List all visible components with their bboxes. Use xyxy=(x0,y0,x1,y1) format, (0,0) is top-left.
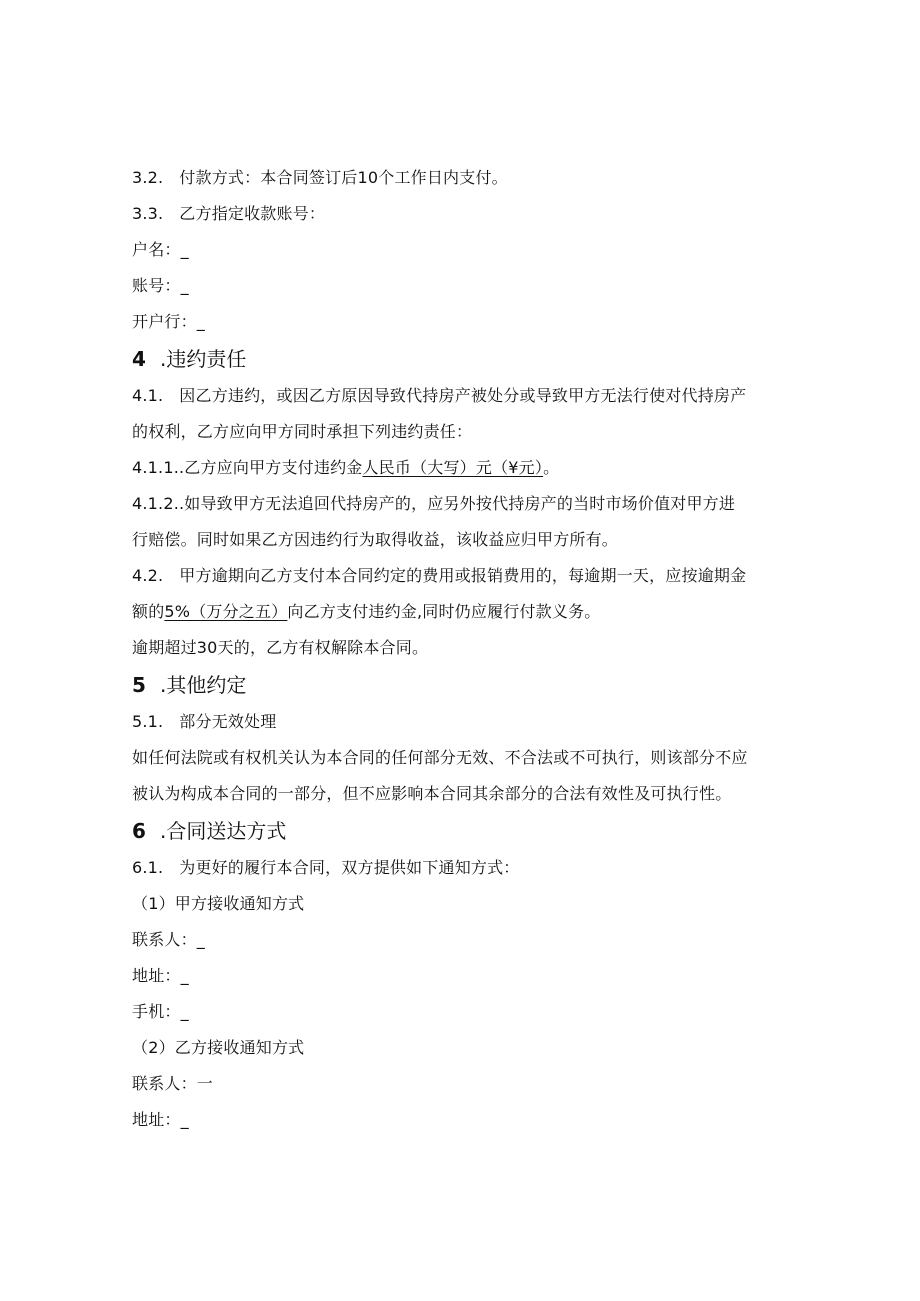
clause-text: 额的 xyxy=(132,602,165,621)
severability-line-1: 如任何法院或有权机关认为本合同的任何部分无效、不合法或不可执行，则该部分不应 xyxy=(132,748,748,767)
clause-number: 5.1. xyxy=(132,712,164,731)
party-b-address-line: 地址：_ xyxy=(132,1110,189,1129)
section-title: .违约责任 xyxy=(160,347,247,371)
penalty-rate-underlined: 5%（万分之五） xyxy=(164,602,288,621)
clause-4-2 xyxy=(132,558,792,594)
clause-3-2 xyxy=(132,160,792,196)
clause-text: 付款方式：本合同签订后10个工作日内支付。 xyxy=(179,168,508,187)
party-a-phone-line: 手机：_ xyxy=(132,1002,189,1021)
clause-text-end: 向乙方支付违约金,同时仍应履行付款义务。 xyxy=(287,602,601,621)
party-a-address-line: 地址：_ xyxy=(132,966,189,985)
clause-text: 4.1.1..乙方应向甲方支付违约金 xyxy=(132,458,363,477)
clause-4-1-2: 4.1.2..如导致甲方无法追回代持房产的，应另外按代持房产的当时市场价值对甲方进 xyxy=(132,494,736,513)
clause-4-1-2-continued: 行赔偿。同时如果乙方因违约行为取得收益，该收益应归甲方所有。 xyxy=(132,530,619,549)
section-heading-4 xyxy=(132,340,792,378)
bank-name-line: 开户行：_ xyxy=(132,312,206,331)
clause-text: 乙方指定收款账号： xyxy=(179,204,326,223)
section-heading-6 xyxy=(132,812,792,850)
clause-4-2-continued xyxy=(132,594,792,630)
section-title: .其他约定 xyxy=(160,673,247,697)
section-number: 6 xyxy=(132,819,146,843)
party-a-notice-heading: （1）甲方接收通知方式 xyxy=(132,894,305,913)
clause-number: 3.2. xyxy=(132,168,164,187)
clause-number: 6.1. xyxy=(132,858,164,877)
party-a-contact-line: 联系人：_ xyxy=(132,930,206,949)
section-number: 4 xyxy=(132,347,146,371)
clause-text: 因乙方违约，或因乙方原因导致代持房产被处分或导致甲方无法行使对代持房产 xyxy=(179,386,747,405)
section-heading-5 xyxy=(132,666,792,704)
party-b-notice-heading: （2）乙方接收通知方式 xyxy=(132,1038,305,1057)
clause-6-1 xyxy=(132,850,792,886)
clause-text-end: 。 xyxy=(543,458,560,477)
clause-number: 3.3. xyxy=(132,204,164,223)
section-number: 5 xyxy=(132,673,146,697)
account-number-line: 账号：_ xyxy=(132,276,189,295)
overdue-termination-line: 逾期超过30天的，乙方有权解除本合同。 xyxy=(132,638,429,657)
clause-text: 为更好的履行本合同，双方提供如下通知方式： xyxy=(179,858,520,877)
account-name-line: 户名：_ xyxy=(132,240,189,259)
clause-4-1 xyxy=(132,378,792,414)
party-b-contact-line: 联系人：一 xyxy=(132,1074,214,1093)
clause-4-1-1 xyxy=(132,450,792,486)
clause-4-1-continued: 的权利，乙方应向甲方同时承担下列违约责任： xyxy=(132,422,473,441)
penalty-amount-underlined: 人民币（大写）元（¥元） xyxy=(362,458,544,477)
clause-5-1 xyxy=(132,704,792,740)
clause-3-3 xyxy=(132,196,792,232)
section-title: .合同送达方式 xyxy=(160,819,287,843)
severability-line-2: 被认为构成本合同的一部分，但不应影响本合同其余部分的合法有效性及可执行性。 xyxy=(132,784,732,803)
clause-number: 4.1. xyxy=(132,386,164,405)
clause-text: 甲方逾期向乙方支付本合同约定的费用或报销费用的，每逾期一天，应按逾期金 xyxy=(179,566,747,585)
clause-number: 4.2. xyxy=(132,566,164,585)
clause-text: 部分无效处理 xyxy=(179,712,277,731)
document-body xyxy=(132,160,792,1138)
